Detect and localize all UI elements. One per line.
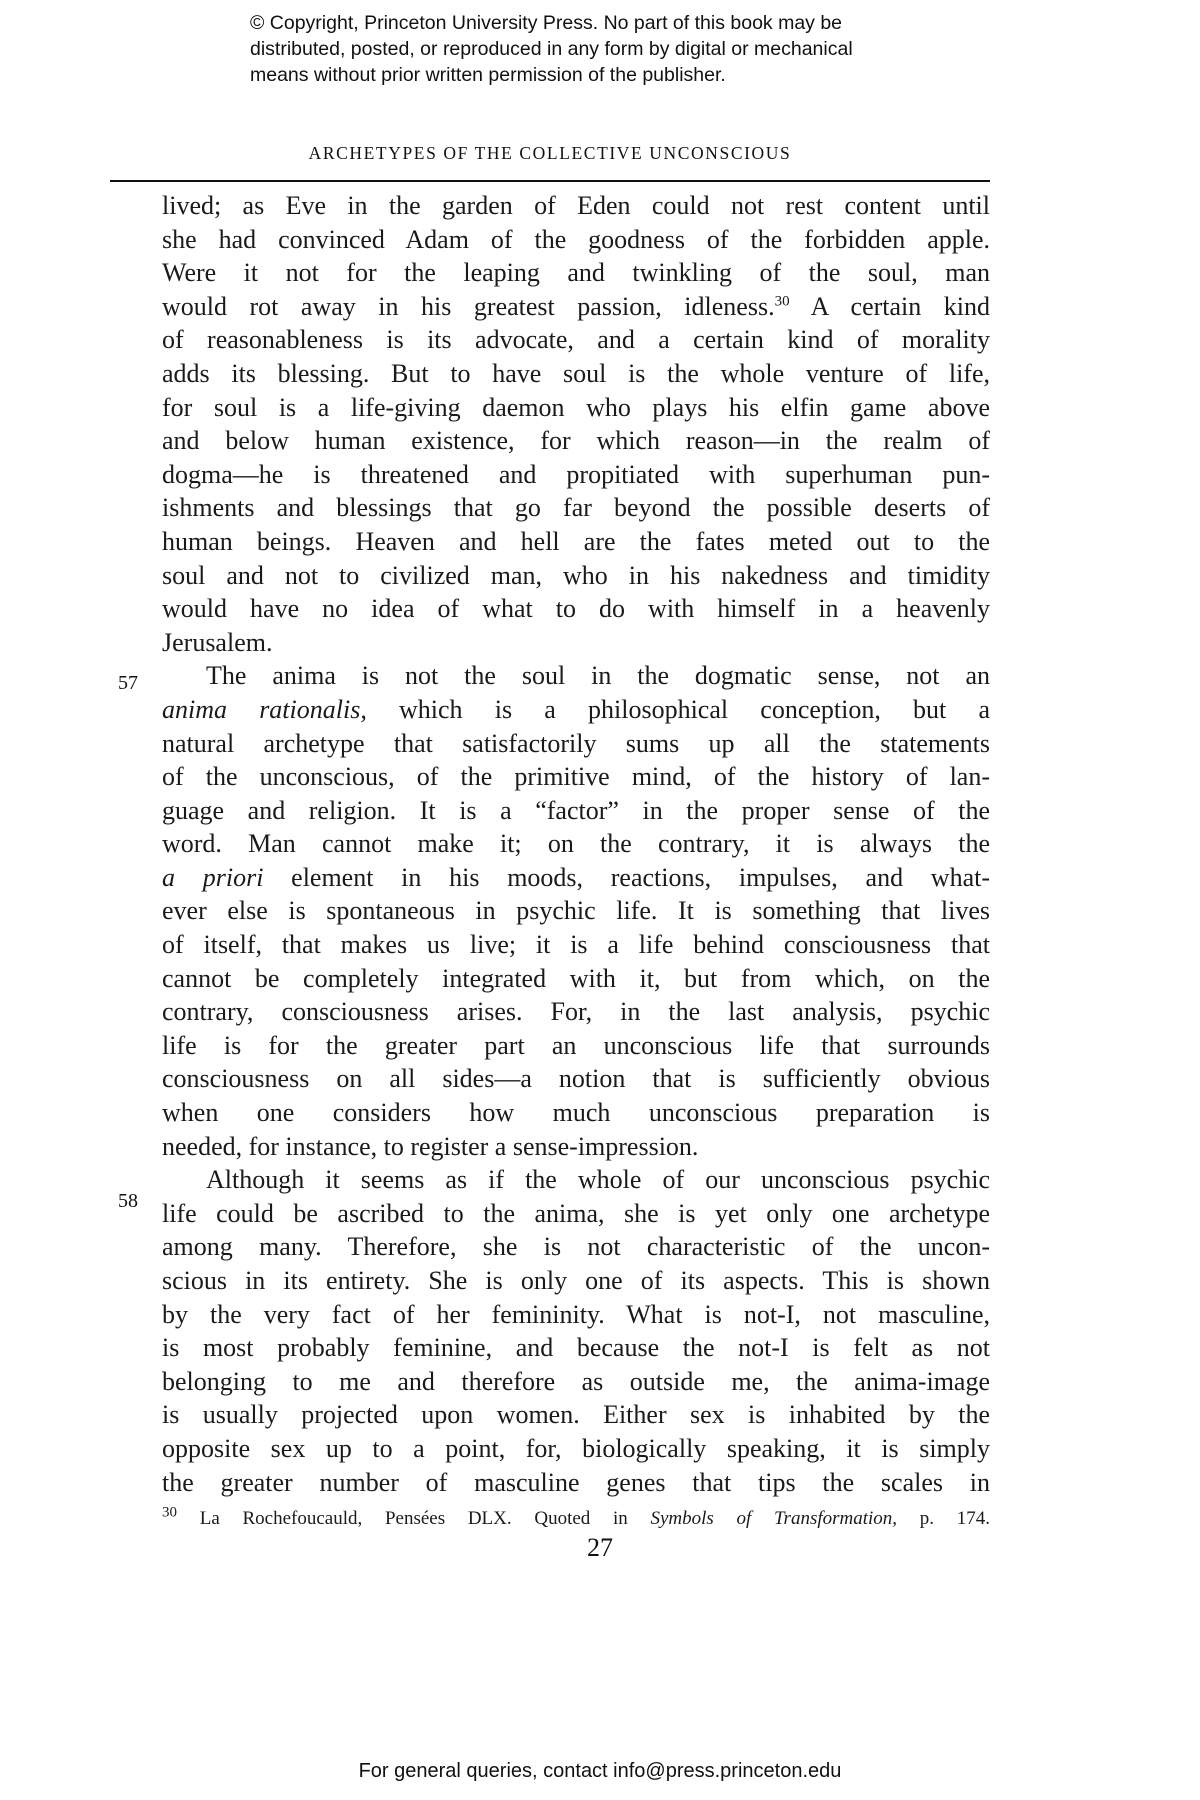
text-line: would have no idea of what to do with himself in a heavenly xyxy=(162,594,990,624)
text-segment: would rot away in his greatest passion, idleness. xyxy=(162,291,775,321)
text-line: consciousness on all sides—a notion that is sufficiently obvious xyxy=(162,1064,990,1094)
text-line: lived; as Eve in the garden of Eden could not rest content until xyxy=(162,191,990,220)
text-line: for soul is a life-giving daemon who plays his elfin game above xyxy=(162,392,990,422)
footnote xyxy=(162,1504,990,1530)
text-line: ishments and blessings that go far beyond the possible deserts of xyxy=(162,493,990,523)
text-line: belonging to me and therefore as outside me, the anima-image xyxy=(162,1366,990,1396)
page-number: 27 xyxy=(587,1533,613,1562)
text-line: contrary, consciousness arises. For, in the last analysis, psychic xyxy=(162,997,990,1027)
text-line: guage and religion. It is a “factor” in the proper sense of the xyxy=(162,795,990,825)
text-line: she had convinced Adam of the goodness of the forbidden apple. xyxy=(162,224,990,254)
text-line: among many. Therefore, she is not characteristic of the uncon- xyxy=(162,1232,990,1262)
text-line xyxy=(162,290,990,324)
paragraph-number: 57 xyxy=(118,672,138,694)
footnote-text: La Rochefoucauld, Pensées DLX. Quoted in xyxy=(177,1508,651,1529)
text-line: opposite sex up to a point, for, biologically speaking, it is simply xyxy=(162,1433,990,1463)
text-line: life could be ascribed to the anima, she is yet only one archetype xyxy=(162,1198,990,1228)
text-segment: element in his moods, reactions, impulses, and what- xyxy=(263,862,990,892)
footnote-ref[interactable]: 30 xyxy=(774,293,790,310)
text-line: when one considers how much unconscious preparation is xyxy=(162,1098,990,1128)
running-head: ARCHETYPES OF THE COLLECTIVE UNCONSCIOUS xyxy=(308,143,792,163)
text-line: is usually projected upon women. Either sex is inhabited by the xyxy=(162,1400,990,1430)
copyright-line: © Copyright, Princeton University Press. No part of this book may be xyxy=(250,12,843,34)
text-line: The anima is not the soul in the dogmatic sense, not an xyxy=(206,661,990,691)
text-line: and below human existence, for which reason—in the realm of xyxy=(162,426,990,456)
header-rule xyxy=(110,180,990,182)
text-line: of itself, that makes us live; it is a life behind consciousness that xyxy=(162,930,990,960)
italic-term: a priori xyxy=(162,862,264,892)
copyright-line: distributed, posted, or reproduced in any form by digital or mechanical xyxy=(250,38,853,60)
text-line: ever else is spontaneous in psychic life. It is something that lives xyxy=(162,896,990,926)
text-line: cannot be completely integrated with it, but from which, on the xyxy=(162,963,990,993)
text-line: natural archetype that satisfactorily sums up all the statements xyxy=(162,728,990,758)
text-line: life is for the greater part an unconscious life that surrounds xyxy=(162,1030,990,1060)
text-line: needed, for instance, to register a sense-impression. xyxy=(162,1131,699,1161)
text-line: of reasonableness is its advocate, and a certain kind of morality xyxy=(162,325,990,355)
copyright-line: means without prior written permission of the publisher. xyxy=(250,64,726,86)
text-line: word. Man cannot make it; on the contrary, it is always the xyxy=(162,829,990,859)
italic-term: anima rationalis, xyxy=(162,694,367,724)
footnote-title: Symbols of Transformation, xyxy=(650,1508,898,1529)
text-segment: A certain kind xyxy=(789,291,990,321)
body-text xyxy=(162,189,990,1499)
text-line: adds its blessing. But to have soul is the whole venture of life, xyxy=(162,358,990,388)
text-line: Although it seems as if the whole of our unconscious psychic xyxy=(206,1165,990,1195)
text-segment: which is a philosophical conception, but a xyxy=(366,694,990,724)
text-line xyxy=(162,693,990,727)
text-line: scious in its entirety. She is only one of its aspects. This is shown xyxy=(162,1266,990,1295)
paragraph-number: 58 xyxy=(118,1190,138,1212)
text-line: human beings. Heaven and hell are the fates meted out to the xyxy=(162,526,990,556)
text-line: of the unconscious, of the primitive mind, of the history of lan- xyxy=(162,762,990,792)
text-line: dogma—he is threatened and propitiated with superhuman pun- xyxy=(162,459,990,489)
copyright-notice xyxy=(250,10,970,88)
text-line xyxy=(162,861,990,895)
footnote-text: p. 174. xyxy=(897,1508,990,1529)
text-line: the greater number of masculine genes that tips the scales in xyxy=(162,1467,990,1497)
text-line: soul and not to civilized man, who in his nakedness and timidity xyxy=(162,560,990,590)
text-line: by the very fact of her femininity. What is not-I, not masculine, xyxy=(162,1299,990,1329)
text-line: Were it not for the leaping and twinkling of the soul, man xyxy=(162,258,990,288)
footnote-number: 30 xyxy=(162,1504,177,1521)
text-line: is most probably feminine, and because the not-I is felt as not xyxy=(162,1333,990,1363)
text-line: Jerusalem. xyxy=(162,627,273,657)
contact-footer: For general queries, contact info@press.princeton.edu xyxy=(358,1760,842,1782)
